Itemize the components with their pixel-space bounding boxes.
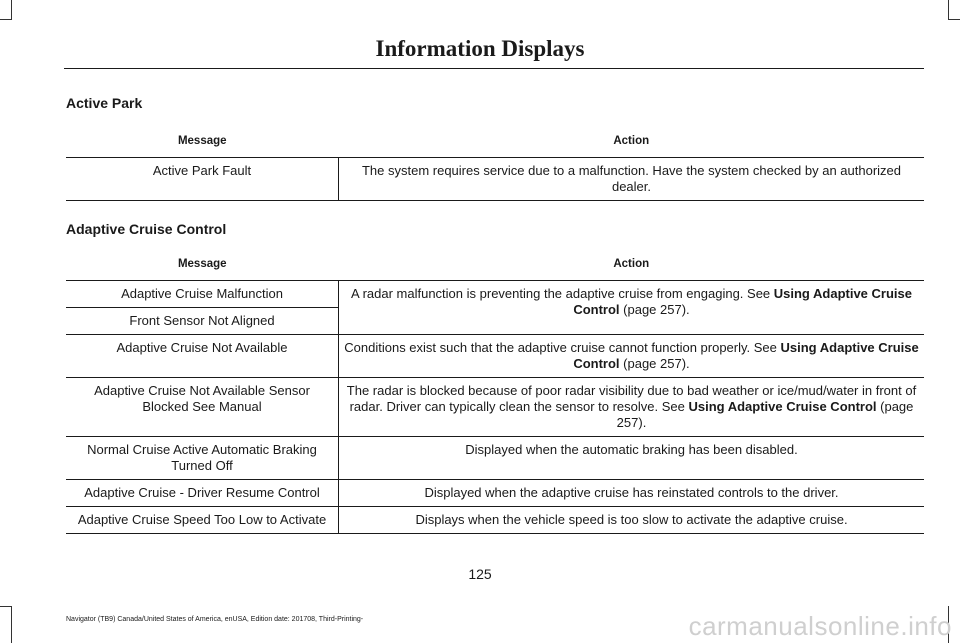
page-title: Information Displays <box>375 36 585 61</box>
crop-mark <box>11 606 12 643</box>
table-row <box>66 335 924 378</box>
column-header-message: Message <box>66 252 339 281</box>
action-text: A radar malfunction is preventing the adaptive cruise from engaging. See <box>351 286 774 301</box>
cross-reference-link[interactable]: Using Adaptive Cruise Control <box>573 286 912 317</box>
action-cell <box>339 378 925 437</box>
edition-footer: Navigator (TB9) Canada/United States of America, enUSA, Edition date: 201708, Third-Printing- <box>66 616 364 623</box>
action-text: (page 257). <box>619 356 690 371</box>
cross-reference-link[interactable]: Using Adaptive Cruise Control <box>573 340 919 371</box>
table-header-row <box>66 129 924 158</box>
crop-mark <box>0 606 11 607</box>
message-cell: Adaptive Cruise Speed Too Low to Activate <box>66 507 339 534</box>
action-text: The radar is blocked because of poor radar visibility due to bad weather or ice/mud/water in front of radar. Driver can typically clean the sensor to resolve. See <box>346 383 917 414</box>
table-row <box>66 158 924 201</box>
message-cell: Adaptive Cruise - Driver Resume Control <box>66 480 339 507</box>
cross-reference-link[interactable]: Using Adaptive Cruise Control <box>688 399 877 414</box>
action-cell: The system requires service due to a malfunction. Have the system checked by an authorized dealer. <box>339 158 925 201</box>
column-header-action: Action <box>339 129 925 158</box>
watermark: carmanualsonline.info <box>688 611 952 641</box>
crop-mark <box>949 19 960 20</box>
message-cell: Adaptive Cruise Not Available Sensor Blocked See Manual <box>66 378 339 437</box>
crop-mark <box>11 0 12 20</box>
section-heading-adaptive-cruise: Adaptive Cruise Control <box>66 221 227 237</box>
message-cell: Active Park Fault <box>66 158 339 201</box>
action-cell: Displayed when the automatic braking has been disabled. <box>339 437 925 480</box>
action-cell <box>339 281 925 335</box>
active-park-table <box>66 129 924 201</box>
action-text: (page 257). <box>616 399 914 430</box>
action-cell: Displayed when the adaptive cruise has reinstated controls to the driver. <box>339 480 925 507</box>
table-row <box>66 480 924 507</box>
message-cell: Adaptive Cruise Malfunction <box>66 281 339 308</box>
action-cell: Displays when the vehicle speed is too slow to activate the adaptive cruise. <box>339 507 925 534</box>
title-rule <box>64 68 924 69</box>
crop-mark <box>948 0 949 20</box>
action-text: (page 257). <box>619 302 690 317</box>
column-header-message: Message <box>66 129 339 158</box>
message-cell: Adaptive Cruise Not Available <box>66 335 339 378</box>
table-header-row <box>66 252 924 281</box>
adaptive-cruise-table <box>66 252 924 534</box>
table-row <box>66 378 924 437</box>
message-cell: Front Sensor Not Aligned <box>66 308 339 335</box>
table-row <box>66 281 924 308</box>
page-number: 125 <box>468 566 492 582</box>
section-heading-active-park: Active Park <box>66 95 143 111</box>
message-cell: Normal Cruise Active Automatic Braking Turned Off <box>66 437 339 480</box>
crop-mark <box>0 19 11 20</box>
table-row <box>66 507 924 534</box>
column-header-action: Action <box>339 252 925 281</box>
action-cell <box>339 335 925 378</box>
action-text: Conditions exist such that the adaptive cruise cannot function properly. See <box>344 340 781 355</box>
table-row <box>66 437 924 480</box>
